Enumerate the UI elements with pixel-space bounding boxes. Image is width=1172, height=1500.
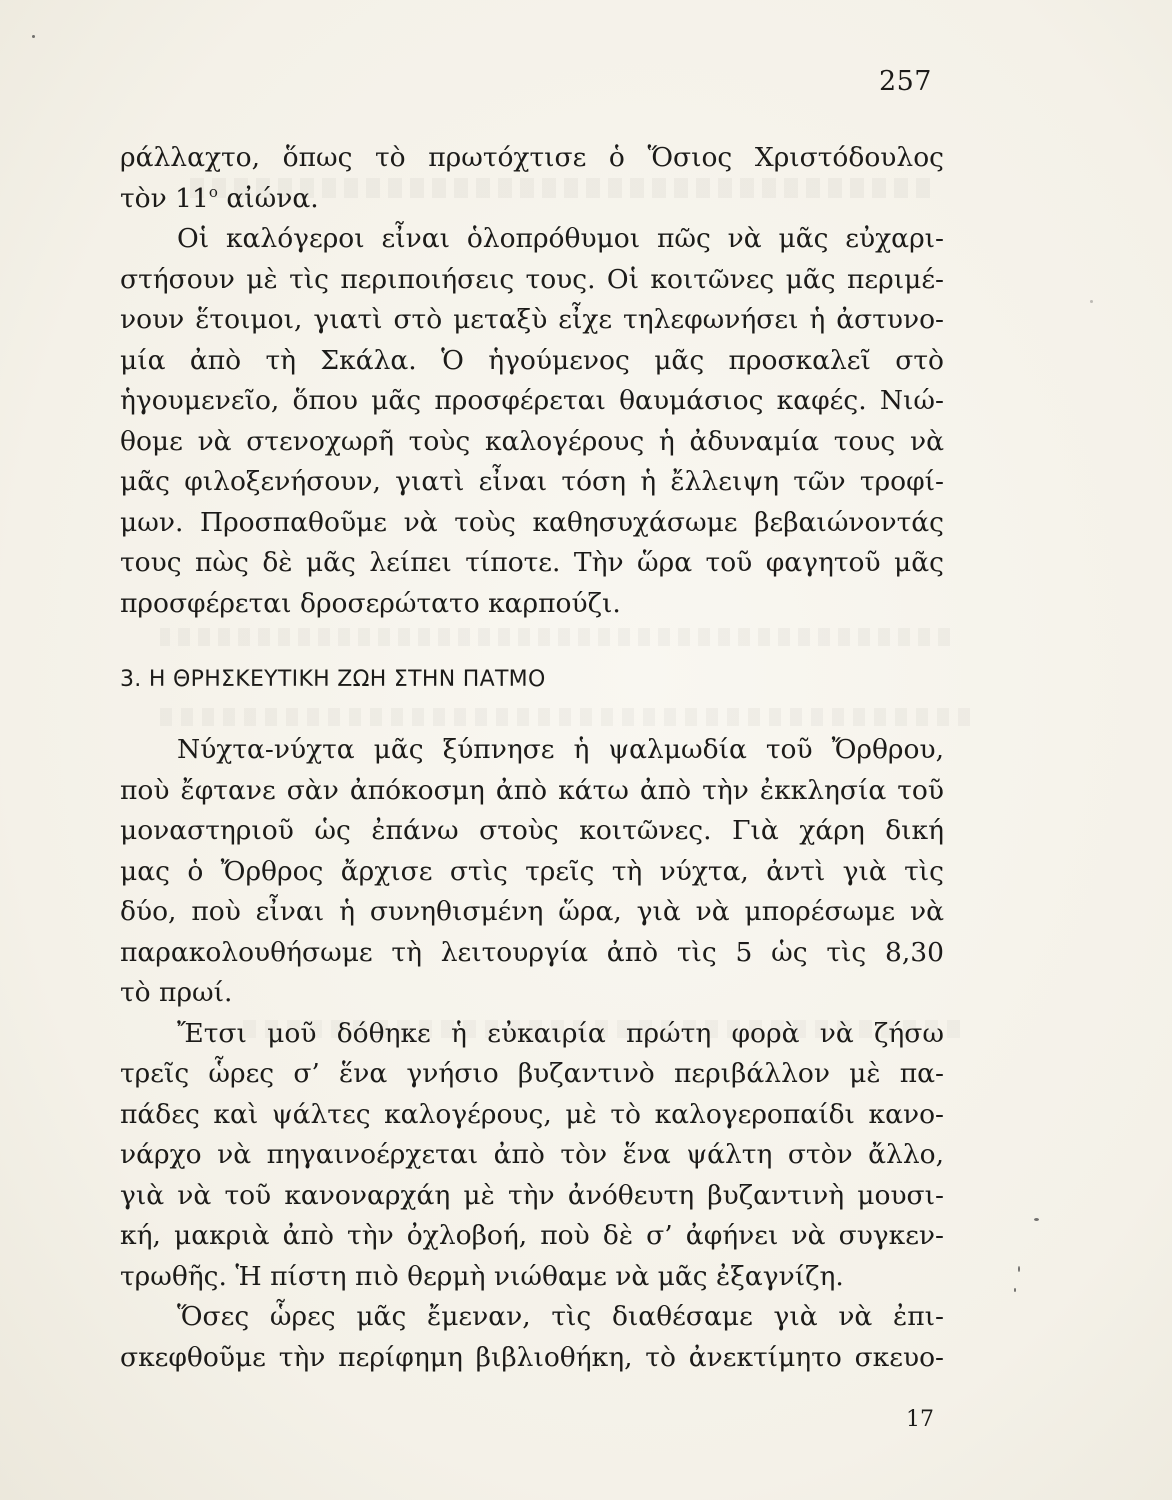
text-line: προσφέρεται δροσερώτατο καρπούζι. [120, 587, 621, 619]
text-line: Ὅσες ὧρες μᾶς ἔμεναν, τὶς διαθέσαμε γιὰ νὰ ἐπι- [177, 1301, 944, 1332]
text-line: Νύχτα-νύχτα μᾶς ξύπνησε ἡ ψαλμωδία τοῦ Ὄρθρου, [177, 734, 944, 765]
text-line: δύο, ποὺ εἶναι ἡ συνηθισμένη ὥρα, γιὰ νὰ μπορέσωμε νὰ [120, 896, 944, 927]
text-line: μοναστηριοῦ ὡς ἐπάνω στοὺς κοιτῶνες. Γιὰ χάρη δική [120, 815, 944, 846]
text-line: τρεῖς ὧρες σ’ ἕνα γνήσιο βυζαντινὸ περιβάλλον μὲ πα- [120, 1058, 944, 1089]
text-line: μων. Προσπαθοῦμε νὰ τοὺς καθησυχάσωμε βεβαιώνοντάς [120, 506, 944, 538]
scan-speck [32, 35, 35, 38]
text-line: ποὺ ἔφτανε σὰν ἀπόκοσμη ἀπὸ κάτω ἀπὸ τὴν ἐκκλησία τοῦ [120, 774, 944, 806]
text-line: ἡγουμενεῖο, ὅπου μᾶς προσφέρεται θαυμάσιος καφές. Νιώ- [120, 385, 944, 416]
text-line: κή, μακριὰ ἀπὸ τὴν ὀχλοβοή, ποὺ δὲ σ’ ἀφήνει νὰ συγκεν- [120, 1220, 944, 1251]
body-text [120, 138, 944, 1378]
scan-speck [1018, 1266, 1020, 1272]
text-line: παρακολουθήσωμε τὴ λειτουργία ἀπὸ τὶς 5 ὡς τὶς 8,30 [120, 936, 944, 968]
scan-speck [1014, 1288, 1016, 1292]
text-line: μία ἀπὸ τὴ Σκάλα. Ὁ ἡγούμενος μᾶς προσκαλεῖ στὸ [120, 344, 944, 376]
section-heading: 3. Η ΘΡΗΣΚΕΥΤΙΚΗ ΖΩΗ ΣΤΗΝ ΠΑΤΜΟ [120, 667, 546, 692]
text-line: θομε νὰ στενοχωρῆ τοὺς καλογέρους ἡ ἀδυναμία τους νὰ [120, 425, 944, 457]
text-line: μας ὁ Ὄρθρος ἄρχισε στὶς τρεῖς τὴ νύχτα, ἀντὶ γιὰ τὶς [120, 855, 944, 887]
text-line: τρωθῆς. Ἡ πίστη πιὸ θερμὴ νιώθαμε νὰ μᾶς ἐξαγνίζη. [120, 1260, 844, 1292]
text-line: μᾶς φιλοξενήσουν, γιατὶ εἶναι τόση ἡ ἔλλειψη τῶν τροφί- [120, 466, 944, 497]
text-line: γιὰ νὰ τοῦ κανοναρχάη μὲ τὴν ἀνόθευτη βυζαντινὴ μουσι- [120, 1179, 944, 1211]
scan-speck [1090, 300, 1093, 303]
text-line: Οἱ καλόγεροι εἶναι ὁλοπρόθυμοι πῶς νὰ μᾶς εὐχαρι- [177, 223, 944, 254]
text-line: τὸ πρωί. [120, 977, 233, 1008]
text-line: τὸν $11^o$ αἰώνα. [120, 182, 319, 214]
printer-signature-mark: 17 [906, 1407, 934, 1432]
text-line: πάδες καὶ ψάλτες καλογέρους, μὲ τὸ καλογεροπαίδι κανο- [120, 1098, 944, 1130]
text-line: τους πὼς δὲ μᾶς λείπει τίποτε. Τὴν ὥρα τοῦ φαγητοῦ μᾶς [120, 547, 944, 578]
scan-speck [1034, 1218, 1039, 1221]
text-line: ράλλαχτο, ὅπως τὸ πρωτόχτισε ὁ Ὅσιος Χριστόδουλος [120, 142, 944, 173]
text-line: νουν ἕτοιμοι, γιατὶ στὸ μεταξὺ εἶχε τηλεφωνήσει ἡ ἀστυνο- [120, 304, 944, 335]
text-line: νάρχο νὰ πηγαινοέρχεται ἀπὸ τὸν ἕνα ψάλτη στὸν ἄλλο, [120, 1139, 944, 1170]
text-line: Ἔτσι μοῦ δόθηκε ἡ εὐκαιρία πρώτη φορὰ νὰ ζήσω [177, 1017, 944, 1049]
page-number: 257 [878, 66, 932, 97]
text-line: στήσουν μὲ τὶς περιποιήσεις τους. Οἱ κοιτῶνες μᾶς περιμέ- [120, 263, 944, 295]
text-line: σκεφθοῦμε τὴν περίφημη βιβλιοθήκη, τὸ ἀνεκτίμητο σκευο- [120, 1341, 944, 1373]
